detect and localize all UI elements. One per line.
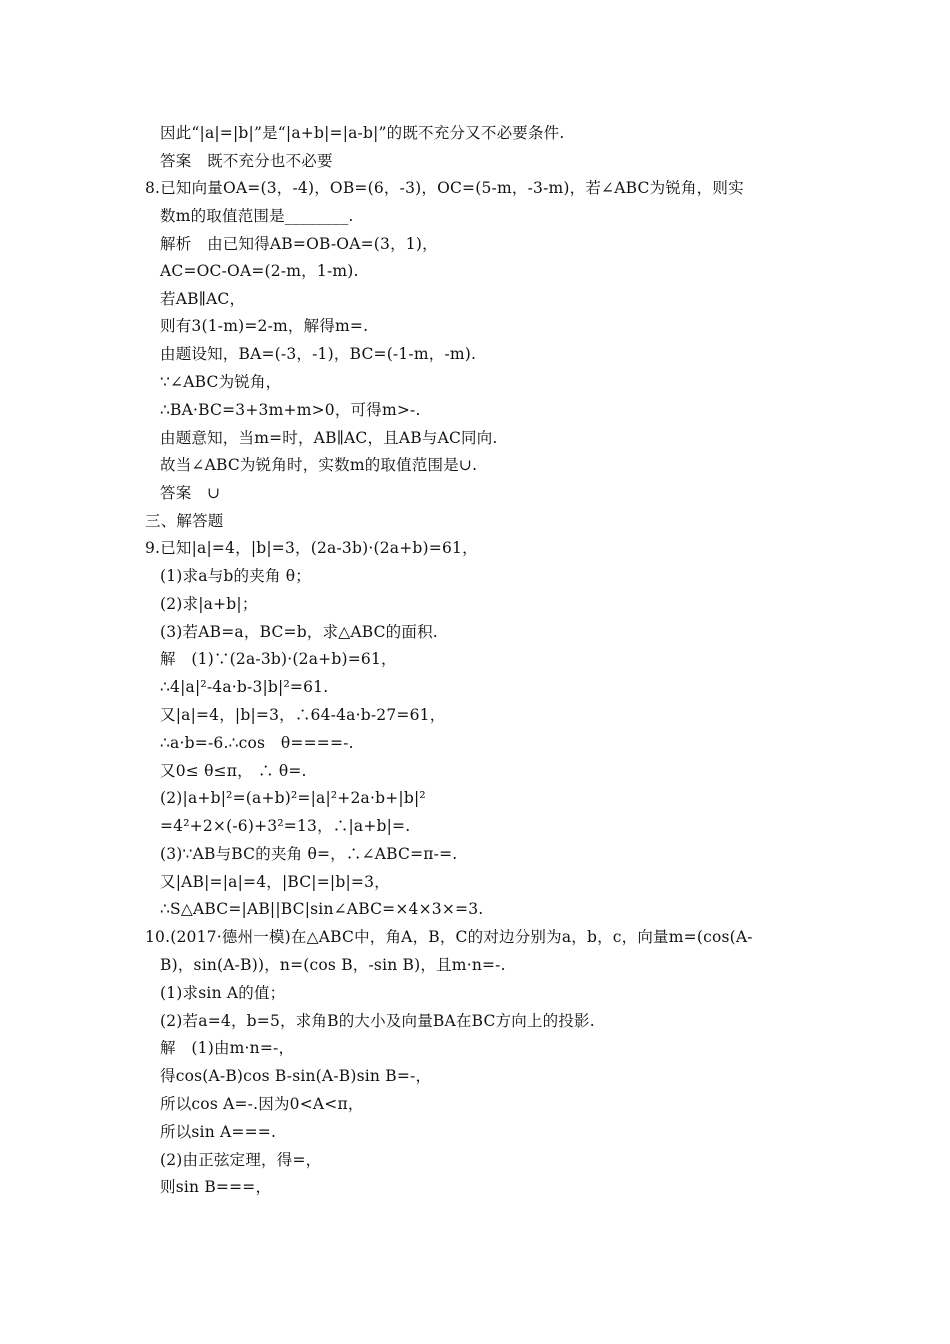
text-line: 又0≤ θ≤π， ∴ θ=. [160,762,307,780]
question-9-line: 9.已知|a|=4，|b|=3，(2a-3b)·(2a+b)=61， [145,539,478,557]
text-line: ∴BA·BC=3+3m+m>0，可得m>-. [160,401,421,419]
text-line: 解 (1)∵(2a-3b)·(2a+b)=61， [160,650,397,668]
text-line: (2)求|a+b|； [160,595,258,613]
text-line: 故当∠ABC为锐角时，实数m的取值范围是∪. [160,456,478,474]
text-line: AC=OC-OA=(2-m，1-m). [160,262,359,280]
text-line: ∴4|a|²-4a·b-3|b|²=61. [160,678,329,696]
text-line: 解析 由已知得AB=OB-OA=(3，1)， [160,235,438,253]
text-line: 所以sin A===. [160,1123,277,1141]
text-line: 所以cos A=-.因为0<A<π， [160,1095,364,1113]
section-heading: 三、解答题 [145,512,224,530]
text-line: =4²+2×(-6)+3²=13，∴|a+b|=. [160,817,411,835]
text-line: 得cos(A-B)cos B-sin(A-B)sin B=-， [160,1067,432,1085]
question-8-line: 8.已知向量OA=(3，-4)，OB=(6，-3)，OC=(5-m，-3-m)，若∠ABC为锐角，则实 [145,179,744,197]
text-line: (3)若AB=a，BC=b，求△ABC的面积. [160,623,438,641]
text-line: 解 (1)由m·n=-， [160,1039,295,1057]
text-line: 则有3(1-m)=2-m，解得m=. [160,317,369,335]
question-10-line: B)，sin(A-B))，n=(cos B，-sin B)，且m·n=-. [160,956,506,974]
text-line: 答案 既不充分也不必要 [160,152,333,170]
text-line: (1)求sin A的值； [160,984,286,1002]
text-line: 答案 ∪ [160,484,221,502]
text-line: ∴a·b=-6.∴cos θ====-. [160,734,354,752]
question-10-line: 10.(2017·德州一模)在△ABC中，角A，B，C的对边分别为a，b，c，向量m=(cos(A- [145,928,753,946]
text-line: (2)|a+b|²=(a+b)²=|a|²+2a·b+|b|² [160,789,426,807]
text-line: ∴S△ABC=|AB||BC|sin∠ABC=×4×3×=3. [160,900,484,918]
text-line: (3)∵AB与BC的夹角 θ=，∴∠ABC=π-=. [160,845,458,863]
text-line: 若AB∥AC， [160,290,246,308]
text-line: 由题意知，当m=时，AB∥AC，且AB与AC同向. [160,429,498,447]
text-line: ∵∠ABC为锐角， [160,373,282,391]
text-line: 又|a|=4，|b|=3，∴64-4a·b-27=61， [160,706,446,724]
text-line: (2)由正弦定理，得=， [160,1151,322,1169]
text-line: (1)求a与b的夹角 θ； [160,567,311,585]
text-line: (2)若a=4，b=5，求角B的大小及向量BA在BC方向上的投影. [160,1012,595,1030]
text-line: 则sin B===， [160,1178,272,1196]
text-line: 因此“|a|=|b|”是“|a+b|=|a-b|”的既不充分又不必要条件. [160,124,565,142]
text-line: 又|AB|=|a|=4，|BC|=|b|=3， [160,873,390,891]
text-line: 由题设知，BA=(-3，-1)，BC=(-1-m，-m). [160,345,477,363]
question-8-line: 数m的取值范围是________. [160,207,354,225]
